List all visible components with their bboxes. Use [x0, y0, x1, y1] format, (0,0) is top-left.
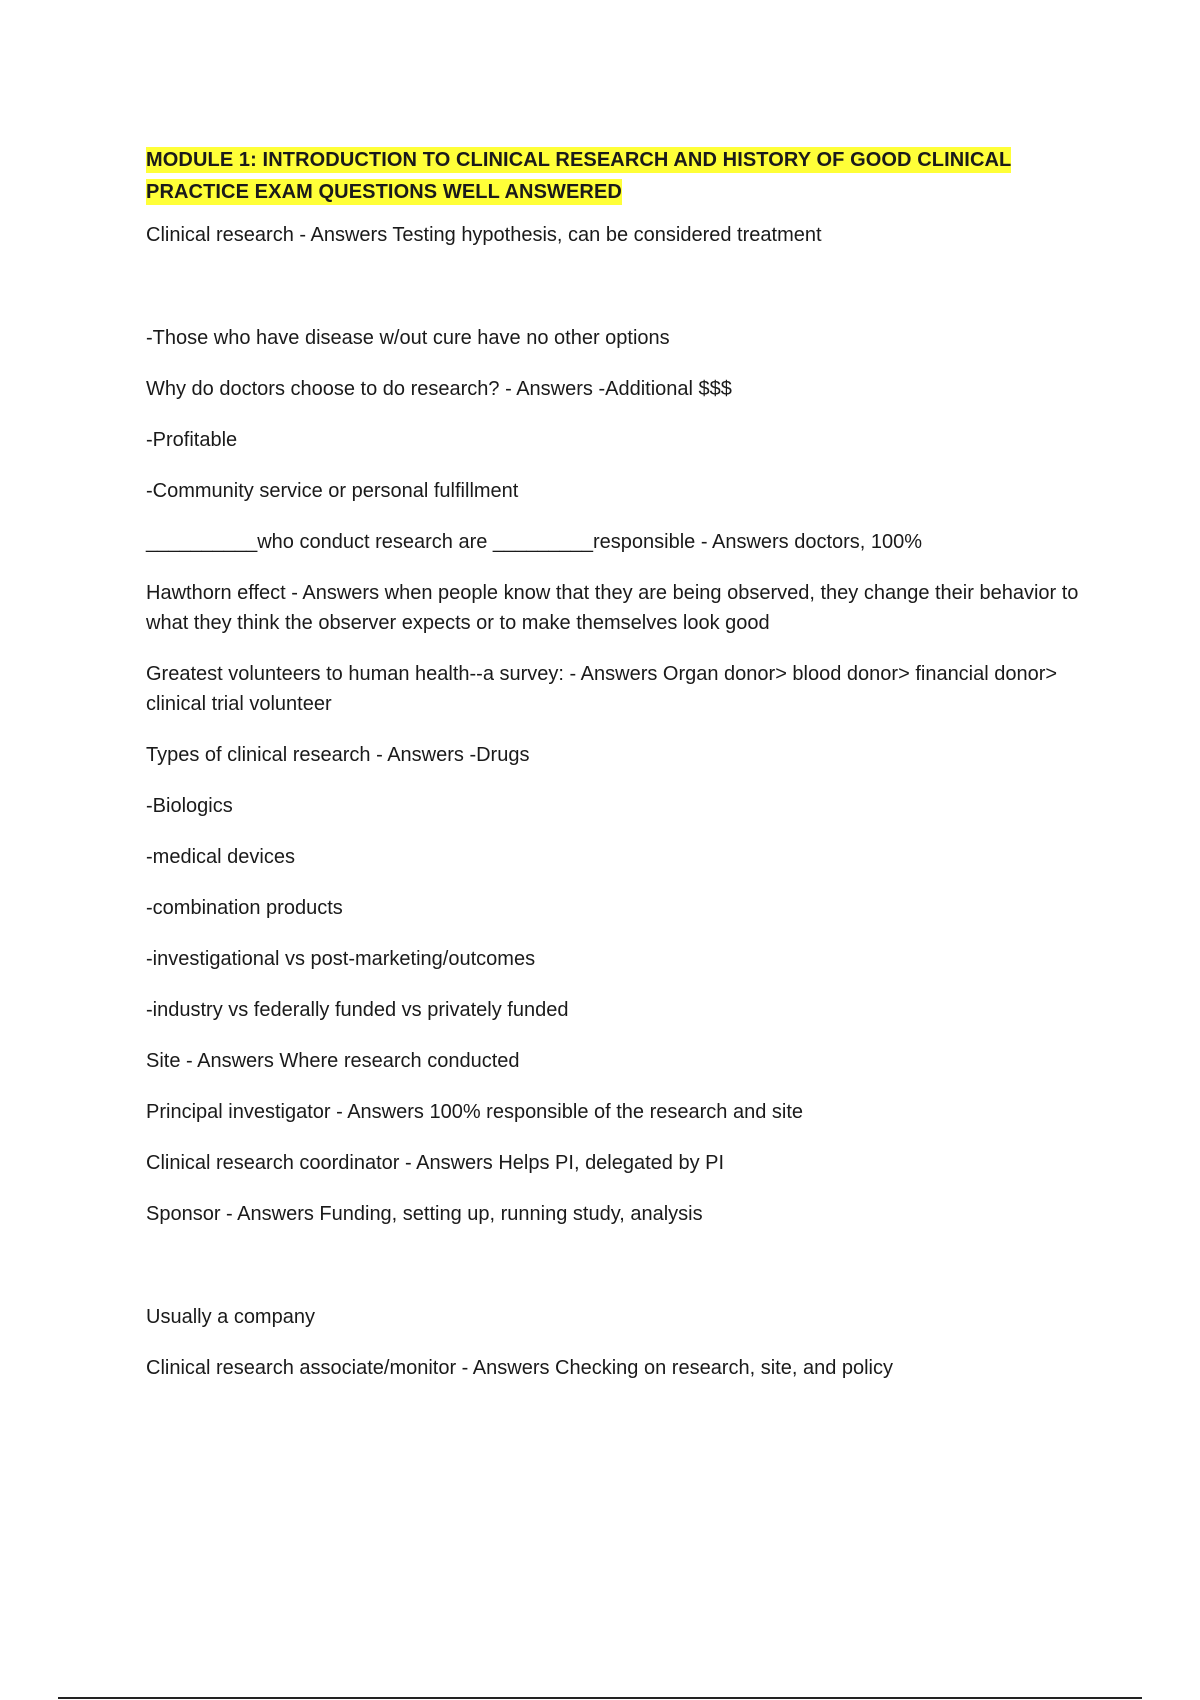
qa-line: Why do doctors choose to do research? - Answers -Additional $$$ [146, 378, 732, 400]
qa-line: -combination products [146, 897, 343, 919]
blank-line [146, 1250, 1086, 1302]
qa-line: Hawthorn effect - Answers when people know that they are being observed, they change their behavior to what they think the observer expects or to make themselves look good [146, 582, 1079, 634]
qa-line: -investigational vs post-marketing/outcomes [146, 948, 536, 970]
document-body [146, 144, 1086, 1404]
qa-line: -Community service or personal fulfillment [146, 480, 519, 502]
page-bottom-rule [58, 1697, 1142, 1699]
qa-line: -Profitable [146, 429, 238, 451]
qa-line: Sponsor - Answers Funding, setting up, running study, analysis [146, 1203, 703, 1225]
document-title [146, 144, 1086, 208]
qa-line: -Those who have disease w/out cure have no other options [146, 327, 670, 349]
qa-line: -industry vs federally funded vs privately funded [146, 999, 569, 1021]
qa-line: Clinical research - Answers Testing hypothesis, can be considered treatment [146, 224, 822, 246]
qa-line: __________who conduct research are _________responsible - Answers doctors, 100% [146, 531, 923, 553]
qa-line: Greatest volunteers to human health--a survey: - Answers Organ donor> blood donor> financial donor> clinical trial volunteer [146, 663, 1058, 715]
blank-line [146, 271, 1086, 323]
qa-line: Clinical research associate/monitor - Answers Checking on research, site, and policy [146, 1357, 894, 1379]
qa-line: Site - Answers Where research conducted [146, 1050, 520, 1072]
qa-line: -medical devices [146, 846, 295, 868]
qa-line: Principal investigator - Answers 100% responsible of the research and site [146, 1101, 804, 1123]
qa-line: -Biologics [146, 795, 233, 817]
highlighted-title-text: MODULE 1: INTRODUCTION TO CLINICAL RESEARCH AND HISTORY OF GOOD CLINICAL PRACTICE EXAM QUESTIONS WELL ANSWERED [146, 149, 1012, 203]
qa-line: Clinical research coordinator - Answers Helps PI, delegated by PI [146, 1152, 725, 1174]
qa-line: Types of clinical research - Answers -Drugs [146, 744, 530, 766]
qa-line: Usually a company [146, 1306, 315, 1328]
